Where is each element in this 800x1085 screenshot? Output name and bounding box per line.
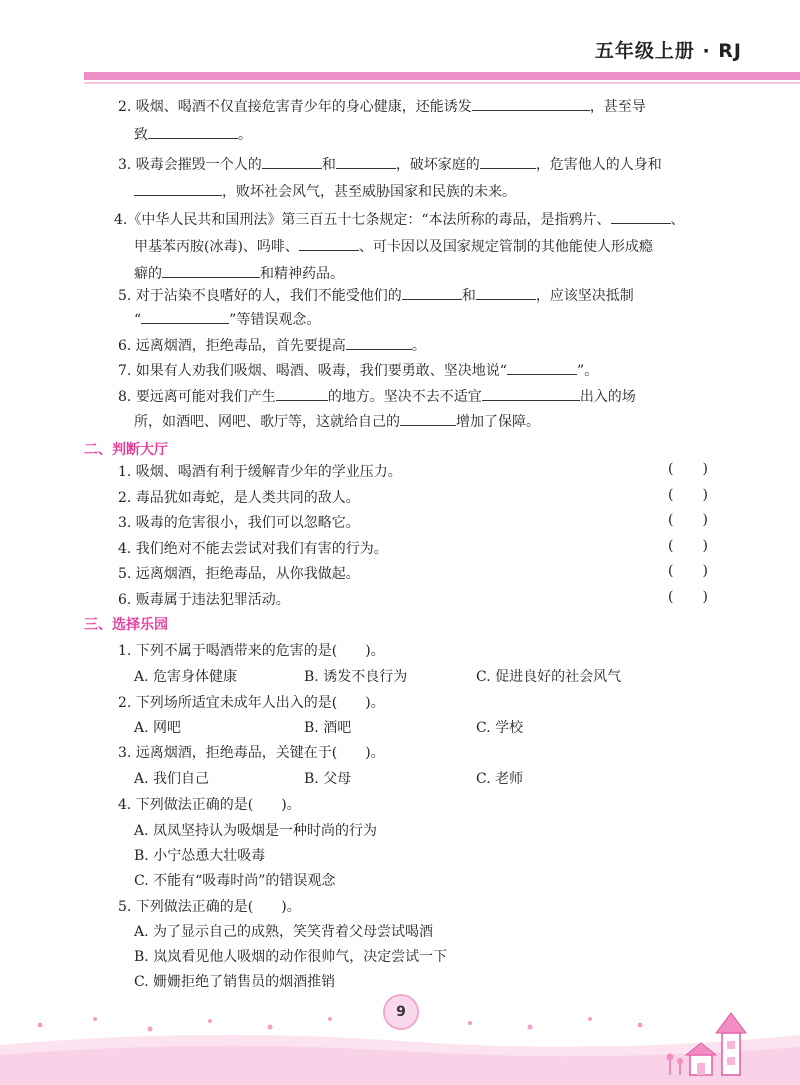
choice-option-b[interactable]: B. 父母	[304, 771, 352, 787]
answer-blank[interactable]	[141, 309, 229, 324]
choice-option-a[interactable]: A. 危害身体健康	[134, 669, 238, 685]
paren-close: )	[702, 538, 708, 554]
choice-question-3: 3. 远离烟酒，拒绝毒品，关键在于( )。	[118, 745, 385, 761]
fill-question-7: 7. 如果有人劝我们吸烟、喝酒、吸毒，我们要勇敢、坚决地说“ ”。	[118, 360, 598, 380]
choice-question-1: 1. 下列不属于喝酒带来的危害的是( )。	[118, 643, 385, 659]
answer-blank[interactable]	[476, 285, 536, 300]
choice-option-c[interactable]: C. 学校	[476, 720, 524, 736]
choice-option-b[interactable]: B. 岚岚看见他人吸烟的动作很帅气，决定尝试一下	[134, 949, 448, 965]
answer-blank[interactable]	[402, 285, 462, 300]
paren-open: (	[668, 487, 674, 503]
judge-item: 4. 我们绝对不能去尝试对我们有害的行为。	[118, 541, 388, 557]
answer-blank[interactable]	[276, 386, 328, 401]
paren-close: )	[702, 512, 708, 528]
choice-option-a[interactable]: A. 网吧	[134, 720, 182, 736]
header-bar-thin	[84, 82, 800, 84]
fill-question-6: 6. 远离烟酒，拒绝毒品，首先要提高 。	[118, 335, 426, 355]
answer-blank[interactable]	[299, 236, 359, 251]
choice-option-c[interactable]: C. 促进良好的社会风气	[476, 669, 622, 685]
paren-open: (	[668, 538, 674, 554]
answer-parentheses[interactable]	[668, 487, 708, 503]
fill-question-8-cont: 所，如酒吧、网吧、歌厅等，这就给自己的 增加了保障。	[134, 411, 540, 431]
choice-option-b[interactable]: B. 酒吧	[304, 720, 352, 736]
answer-blank[interactable]	[148, 124, 238, 139]
choice-option-a[interactable]: A. 我们自己	[134, 771, 210, 787]
fill-question-5: 5. 对于沾染不良嗜好的人，我们不能受他们的 和 ，应该坚决抵制	[118, 285, 634, 305]
judge-item: 5. 远离烟酒，拒绝毒品，从你我做起。	[118, 566, 360, 582]
judge-item: 3. 吸毒的危害很小，我们可以忽略它。	[118, 515, 360, 531]
fill-question-4: 4.《中华人民共和国刑法》第三百五十七条规定：“本法所称的毒品，是指鸦片、 、	[114, 209, 685, 229]
choice-option-c[interactable]: C. 姗姗拒绝了销售员的烟酒推销	[134, 974, 336, 990]
choice-question-5: 5. 下列做法正确的是( )。	[118, 899, 301, 915]
section-heading-choice: 三、选择乐园	[84, 617, 168, 633]
paren-open: (	[668, 512, 674, 528]
choice-option-b[interactable]: B. 诱发不良行为	[304, 669, 408, 685]
header-bar	[84, 72, 800, 80]
answer-blank[interactable]	[400, 411, 456, 426]
choice-option-c[interactable]: C. 不能有“吸毒时尚”的错误观念	[134, 873, 336, 889]
answer-blank[interactable]	[472, 96, 590, 111]
fill-question-5-cont: “ ”等错误观念。	[134, 309, 320, 329]
section-heading-judge: 二、判断大厅	[84, 442, 168, 458]
judge-item: 6. 贩毒属于违法犯罪活动。	[118, 592, 290, 608]
answer-blank[interactable]	[262, 154, 322, 169]
fill-question-3-cont: ，败坏社会风气，甚至威胁国家和民族的未来。	[134, 181, 516, 201]
answer-parentheses[interactable]	[668, 538, 708, 554]
paren-close: )	[702, 461, 708, 477]
fill-question-2: 2. 吸烟、喝酒不仅直接危害青少年的身心健康，还能诱发 ，甚至导	[118, 96, 646, 116]
answer-blank[interactable]	[611, 209, 671, 224]
choice-option-c[interactable]: C. 老师	[476, 771, 524, 787]
page-number: 9	[383, 994, 419, 1030]
paren-close: )	[702, 589, 708, 605]
answer-blank[interactable]	[480, 154, 536, 169]
fill-question-8: 8. 要远离可能对我们产生 的地方。坚决不去不适宜 出入的场	[118, 386, 636, 406]
judge-item: 1. 吸烟、喝酒有利于缓解青少年的学业压力。	[118, 464, 402, 480]
answer-parentheses[interactable]	[668, 589, 708, 605]
answer-parentheses[interactable]	[668, 461, 708, 477]
answer-blank[interactable]	[134, 181, 222, 196]
judge-item: 2. 毒品犹如毒蛇，是人类共同的敌人。	[118, 490, 360, 506]
fill-question-2-cont: 致 。	[134, 124, 252, 144]
choice-question-2: 2. 下列场所适宜未成年人出入的是( )。	[118, 695, 385, 711]
paren-open: (	[668, 589, 674, 605]
fill-question-4-cont: 甲基苯丙胺(冰毒)、吗啡、 、可卡因以及国家规定管制的其他能使人形成瘾	[134, 236, 653, 256]
answer-blank[interactable]	[507, 360, 577, 375]
choice-question-4: 4. 下列做法正确的是( )。	[118, 797, 301, 813]
answer-parentheses[interactable]	[668, 512, 708, 528]
paren-close: )	[702, 563, 708, 579]
choice-option-a[interactable]: A. 为了显示自己的成熟，笑笑背着父母尝试喝酒	[134, 924, 434, 940]
answer-parentheses[interactable]	[668, 563, 708, 579]
answer-blank[interactable]	[336, 154, 396, 169]
paren-open: (	[668, 461, 674, 477]
header-title: 五年级上册 · RJ	[594, 40, 742, 62]
choice-option-a[interactable]: A. 凤凤坚持认为吸烟是一种时尚的行为	[134, 823, 378, 839]
answer-blank[interactable]	[482, 386, 580, 401]
paren-close: )	[702, 487, 708, 503]
answer-blank[interactable]	[346, 335, 412, 350]
fill-question-4-cont2: 癖的 和精神药品。	[134, 263, 344, 283]
fill-question-3: 3. 吸毒会摧毁一个人的 和 ，破坏家庭的 ，危害他人的人身和	[118, 154, 662, 174]
choice-option-b[interactable]: B. 小宁怂恿大壮吸毒	[134, 848, 266, 864]
answer-blank[interactable]	[162, 263, 260, 278]
paren-open: (	[668, 563, 674, 579]
